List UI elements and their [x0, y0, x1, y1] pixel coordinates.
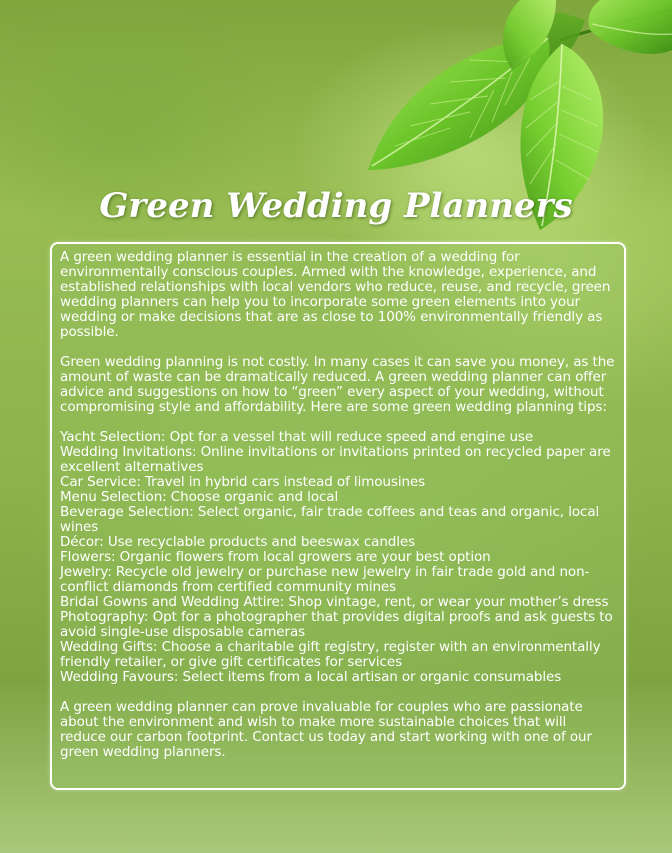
tip-item: Photography: Opt for a photographer that provides digital proofs and ask guests to avoid single-use disposable cameras: [60, 609, 613, 640]
closing-paragraph: A green wedding planner can prove invaluable for couples who are passionate about the environment and wish to make more sustainable choices that will reduce our carbon footprint. Contact us today and start working with one of our green wedding planners.: [60, 699, 592, 760]
tip-item: Wedding Invitations: Online invitations or invitations printed on recycled paper are excellent alternatives: [60, 444, 611, 475]
content-panel: [50, 242, 626, 790]
leaf-top: [588, 0, 672, 54]
tip-item: Beverage Selection: Select organic, fair trade coffees and teas and organic, local wines: [60, 504, 600, 535]
tip-item: Wedding Favours: Select items from a local artisan or organic consumables: [60, 669, 562, 685]
tip-item: Yacht Selection: Opt for a vessel that will reduce speed and engine use: [60, 429, 534, 445]
intro-paragraph: A green wedding planner is essential in the creation of a wedding for environmentally conscious couples. Armed with the knowledge, experience, and established relationships with local vendors who reduce, reuse, and recycle, green wedding planners can help you to incorporate some green elements into your wedding or make decisions that are as close to 100% environmentally friendly as possible.: [60, 249, 611, 340]
tip-item: Jewelry: Recycle old jewelry or purchase new jewelry in fair trade gold and non-conflict diamonds from certified community mines: [60, 564, 590, 595]
tips-list: [60, 430, 616, 685]
page-title: Green Wedding Planners: [99, 186, 573, 226]
cost-paragraph: Green wedding planning is not costly. In many cases it can save you money, as the amount of waste can be dramatically reduced. A green wedding planner can offer advice and suggestions on how to “green” every aspect of your wedding, without compromising style and affordability. Here are some green wedding planning tips:: [60, 354, 615, 415]
tip-item: Flowers: Organic flowers from local growers are your best option: [60, 549, 491, 565]
tip-item: Décor: Use recyclable products and beeswax candles: [60, 534, 416, 550]
tip-item: Bridal Gowns and Wedding Attire: Shop vintage, rent, or wear your mother’s dress: [60, 594, 609, 610]
tip-item: Car Service: Travel in hybrid cars instead of limousines: [60, 474, 426, 490]
tip-item: Wedding Gifts: Choose a charitable gift registry, register with an environmentally friendly retailer, or give gift certificates for services: [60, 639, 601, 670]
tip-item: Menu Selection: Choose organic and local: [60, 489, 339, 505]
